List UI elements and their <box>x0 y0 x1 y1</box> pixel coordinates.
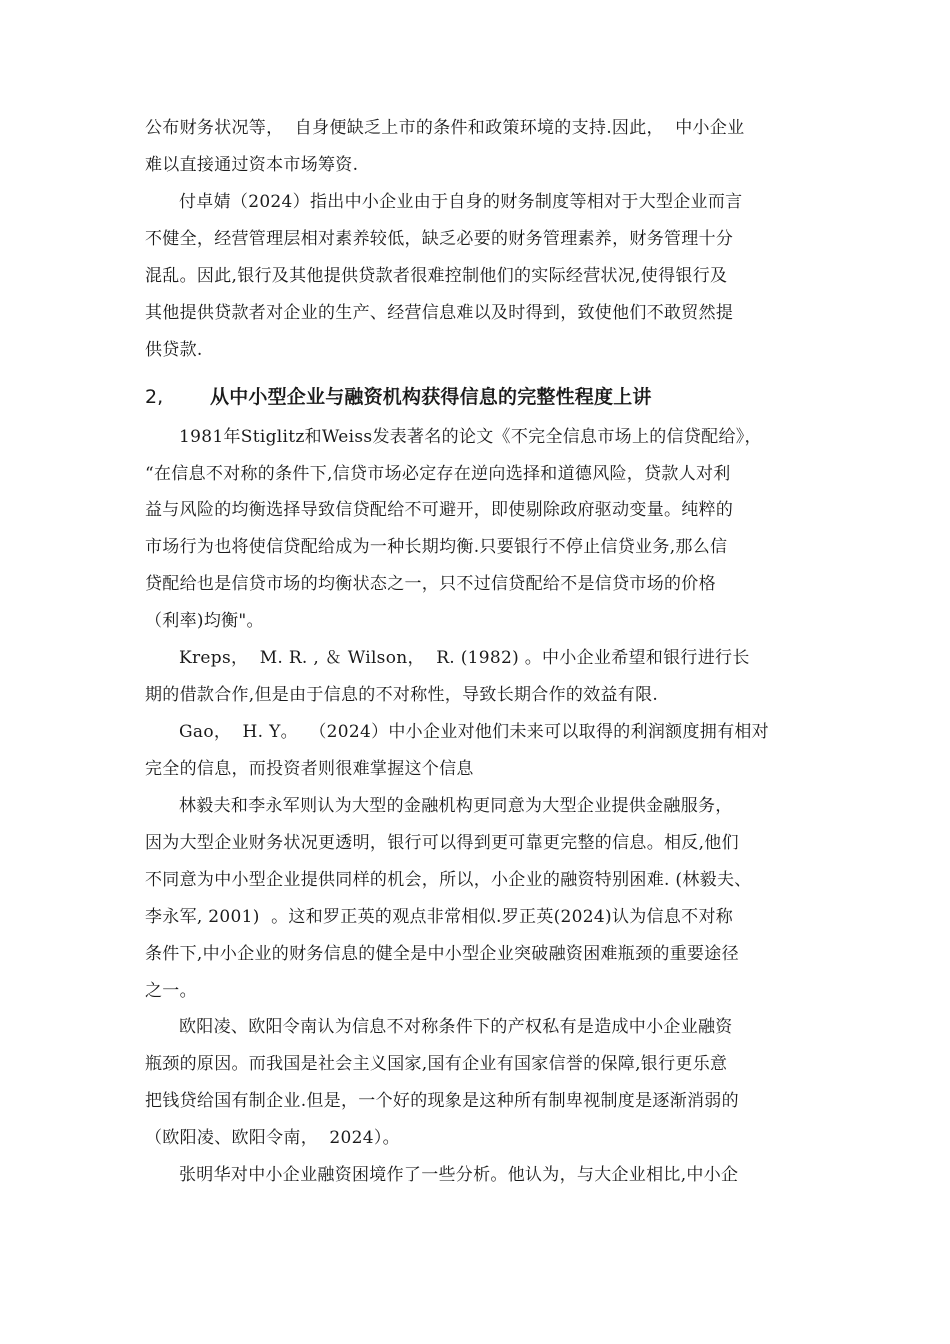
text-line: 不同意为中小型企业提供同样的机会，所以，小企业的融资特别困难. (林毅夫、 <box>145 870 752 890</box>
text-line: 条件下,中小企业的财务信息的健全是中小型企业突破融资困难瓶颈的重要途径 <box>145 944 739 964</box>
text-line: Gao， H. Y。 （2024）中小企业对他们未来可以取得的利润额度拥有相对 <box>179 722 769 742</box>
text-line: 张明华对中小企业融资困境作了一些分析。他认为，与大企业相比,中小企 <box>179 1165 739 1185</box>
text-line: 之一。 <box>145 981 197 1001</box>
section-title: 从中小型企业与融资机构获得信息的完整性程度上讲 <box>210 386 652 408</box>
text-line: 欧阳凌、欧阳令南认为信息不对称条件下的产权私有是造成中小企业融资 <box>179 1017 733 1037</box>
text-line: 因为大型企业财务状况更透明，银行可以得到更可靠更完整的信息。相反,他们 <box>145 833 739 853</box>
text-line: （利率)均衡"。 <box>145 611 264 631</box>
text-line: 市场行为也将使信贷配给成为一种长期均衡.只要银行不停止信贷业务,那么信 <box>145 537 728 557</box>
section-number: 2, <box>145 386 164 408</box>
text-line: 完全的信息，而投资者则很难掌握这个信息 <box>145 759 474 779</box>
text-line: 供贷款. <box>145 340 203 360</box>
text-line: 1981年Stiglitz和Weiss发表著名的论文《不完全信息市场上的信贷配给》， <box>179 427 762 447</box>
text-line: 李永军, 2001) 。这和罗正英的观点非常相似.罗正英(2024)认为信息不对称 <box>145 907 734 927</box>
text-line: 林毅夫和李永军则认为大型的金融机构更同意为大型企业提供金融服务， <box>179 796 733 816</box>
text-line: Kreps， M. R. , ＆ Wilson， R. (1982) 。中小企业希望和银行进行长 <box>179 648 750 668</box>
text-line: 瓶颈的原因。而我国是社会主义国家,国有企业有国家信誉的保障,银行更乐意 <box>145 1054 728 1074</box>
text-line: 公布财务状况等， 自身便缺乏上市的条件和政策环境的支持.因此， 中小企业 <box>145 118 745 138</box>
text-line: 付卓婧（2024）指出中小企业由于自身的财务制度等相对于大型企业而言 <box>179 192 743 212</box>
text-line: “在信息不对称的条件下,信贷市场必定存在逆向选择和道德风险，贷款人对利 <box>145 464 731 484</box>
text-line: 其他提供贷款者对企业的生产、经营信息难以及时得到，致使他们不敢贸然提 <box>145 303 734 323</box>
text-line: 难以直接通过资本市场筹资. <box>145 155 359 175</box>
text-line: 混乱。因此,银行及其他提供贷款者很难控制他们的实际经营状况,使得银行及 <box>145 266 728 286</box>
text-line: 贷配给也是信贷市场的均衡状态之一，只不过信贷配给不是信贷市场的价格 <box>145 574 716 594</box>
text-line: 把钱贷给国有制企业.但是，一个好的现象是这种所有制卑视制度是逐渐消弱的 <box>145 1091 739 1111</box>
text-line: （欧阳凌、欧阳令南， 2024）。 <box>145 1128 400 1148</box>
text-line: 不健全，经营管理层相对素养较低，缺乏必要的财务管理素养，财务管理十分 <box>145 229 734 249</box>
text-line: 益与风险的均衡选择导致信贷配给不可避开，即使剔除政府驱动变量。纯粹的 <box>145 500 734 520</box>
text-line: 期的借款合作,但是由于信息的不对称性，导致长期合作的效益有限. <box>145 685 659 705</box>
